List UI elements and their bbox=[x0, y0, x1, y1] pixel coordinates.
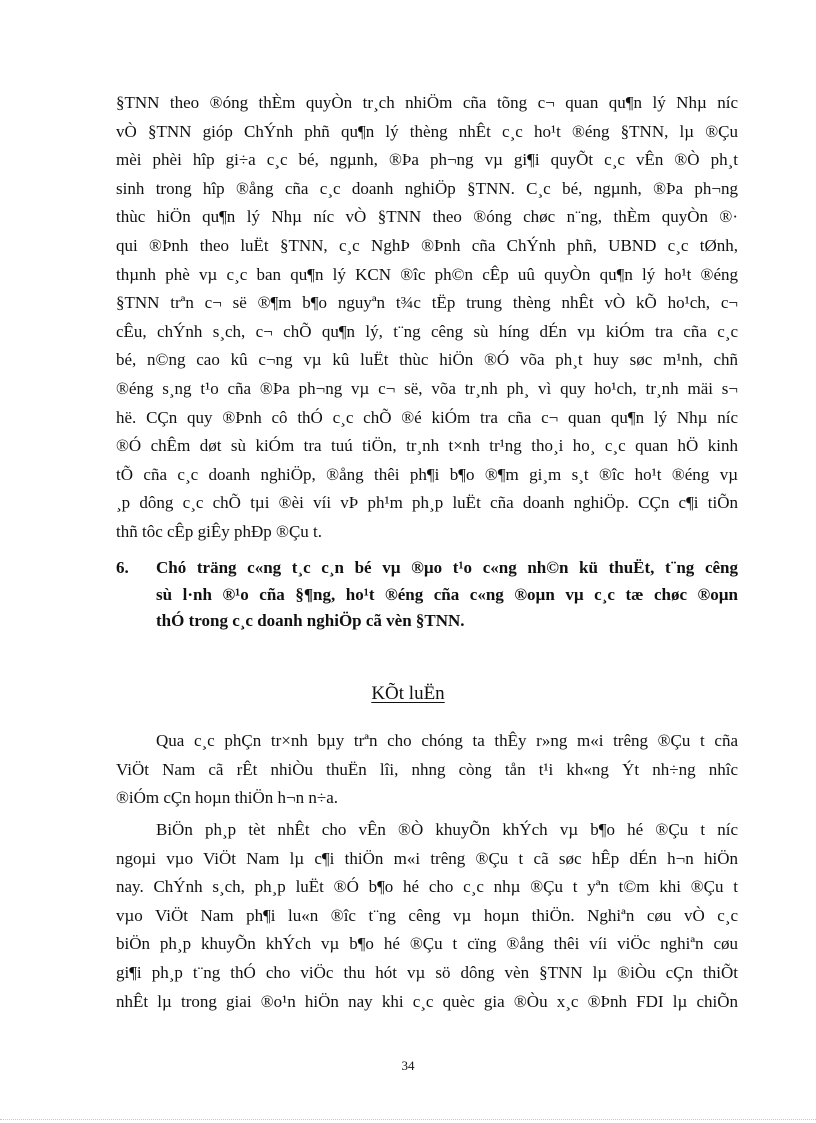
text-line: hë. CÇn quy ®Þnh cô thÓ c¸c chÕ ®é kiÓm tra cña c¬ quan qu¶n lý Nhµ níc bbox=[116, 407, 738, 427]
text-line: ¸p dông c¸c chÕ tµi ®èi víi vÞ ph¹m ph¸p luËt cña doanh nghiÖp. CÇn c¶i tiÕn bbox=[116, 493, 738, 513]
text-line: ®éng s¸ng t¹o cña ®Þa ph¬ng vµ c¬ së, võa tr¸nh ph¸ vì quy ho¹ch, tr¸nh mäi s¬ bbox=[116, 378, 738, 398]
body-paragraph-3 bbox=[116, 816, 738, 1016]
text-line: biÖn ph¸p khuyÕn khÝch vµ b¶o hé ®Çu t cïng ®ång thêi víi viÖc nghiªn cøu bbox=[116, 934, 738, 954]
text-line: ngoµi vµo ViÖt Nam lµ c¶i thiÖn m«i trêng ®Çu t cã søc hÊp dÉn h¬n hiÖn bbox=[116, 848, 738, 868]
text-line: mèi phèi hîp gi÷a c¸c bé, ngµnh, ®Þa ph¬ng vµ gi¶i quyÕt c¸c vÊn ®Ò ph¸t bbox=[116, 150, 738, 170]
heading-line: sù l·nh ®¹o cña §¶ng, ho¹t ®éng cña c«ng ®oµn vµ c¸c tæ chøc ®oµn bbox=[156, 584, 738, 604]
text-line: BiÖn ph¸p tèt nhÊt cho vÊn ®Ò khuyÕn khÝch vµ b¶o hé ®Çu t níc bbox=[156, 820, 738, 839]
text-line: nay. ChÝnh s¸ch, ph¸p luËt ®Ó b¶o hé cho c¸c nhµ ®Çu t yªn t©m khi ®Çu t bbox=[116, 877, 738, 897]
text-line: ®iÓm cÇn hoµn thiÖn h¬n n÷a. bbox=[116, 788, 339, 808]
heading-number: 6. bbox=[116, 558, 129, 577]
text-line: sinh trong hîp ®ång cña c¸c doanh nghiÖp §TNN. C¸c bé, ngµnh, ®Þa ph¬ng bbox=[116, 178, 738, 198]
text-line: cÊu, chÝnh s¸ch, c¬ chÕ qu¶n lý, t¨ng cêng sù híng dÉn vµ kiÓm tra cña c¸c bbox=[116, 321, 738, 341]
text-line: thùc hiÖn qu¶n lý Nhµ níc vÒ §TNN theo ®óng chøc n¨ng, thÈm quyÒn ®· bbox=[116, 207, 738, 227]
text-line: vµo ViÖt Nam ph¶i lu«n ®îc t¨ng cêng vµ hoµn thiÖn. Nghiªn cøu vÒ c¸c bbox=[116, 905, 738, 925]
text-line: thµnh phè vµ c¸c ban qu¶n lý KCN ®îc ph©n cÊp uû quyÒn qu¶n lý ho¹t ®éng bbox=[116, 264, 738, 284]
text-line: bé, n©ng cao kû c¬ng vµ kû luËt thùc hiÖn ®Ó võa ph¸t huy søc m¹nh, chñ bbox=[116, 350, 738, 370]
text-line: nhÊt lµ trong giai ®o¹n hiÖn nay khi c¸c quèc gia ®Òu x¸c ®Þnh FDI lµ chiÕn bbox=[116, 991, 738, 1011]
section-title bbox=[0, 683, 816, 705]
text-line: tÕ cña c¸c doanh nghiÖp, ®ång thêi ph¶i b¶o ®¶m gi¸m s¸t ®îc ho¹t ®éng vµ bbox=[116, 464, 738, 484]
text-line: qui ®Þnh theo luËt §TNN, c¸c NghÞ ®Þnh cña ChÝnh phñ, UBND c¸c tØnh, bbox=[116, 235, 738, 255]
page-bottom-divider bbox=[0, 1119, 816, 1120]
page-number: 34 bbox=[401, 1058, 415, 1073]
text-line: §TNN trªn c¬ së ®¶m b¶o nguyªn t¾c tËp trung thèng nhÊt vÒ kÕ ho¹ch, c¬ bbox=[116, 293, 738, 313]
text-line: §TNN theo ®óng thÈm quyÒn tr¸ch nhiÖm cña tõng c¬ quan qu¶n lý Nhµ níc bbox=[116, 93, 738, 112]
text-line: gi¶i ph¸p t¨ng thÓ cho viÖc thu hót vµ sö dông vèn §TNN lµ ®iÒu cÇn thiÕt bbox=[116, 962, 738, 982]
text-line: ViÖt Nam cã rÊt nhiÒu thuËn lîi, nhng còng tån t¹i kh«ng Ýt nh÷ng nhîc bbox=[116, 759, 738, 779]
text-line: thñ tôc cÊp giÊy phÐp ®Çu t. bbox=[116, 521, 323, 541]
text-line: Qua c¸c phÇn tr×nh bµy trªn cho chóng ta thÊy r»ng m«i trêng ®Çu t cña bbox=[156, 731, 738, 750]
heading-line: Chó träng c«ng t¸c c¸n bé vµ ®µo t¹o c«ng nh©n kü thuËt, t¨ng cêng bbox=[156, 558, 738, 577]
text-line: vÒ §TNN gióp ChÝnh phñ qu¶n lý thèng nhÊt c¸c ho¹t ®éng §TNN, lµ ®Çu bbox=[116, 121, 738, 141]
body-paragraph-1 bbox=[116, 89, 738, 547]
heading-line: thÓ trong c¸c doanh nghiÖp cã vèn §TNN. bbox=[156, 611, 465, 630]
body-paragraph-2 bbox=[116, 727, 738, 813]
text-line: ®Ó chÊm døt sù kiÓm tra tuú tiÖn, tr¸nh t×nh tr¹ng tho¸i ho¸ c¸c quan hÖ kinh bbox=[116, 436, 738, 456]
section-title-text: KÕt luËn bbox=[371, 683, 445, 704]
heading-text bbox=[156, 555, 738, 635]
